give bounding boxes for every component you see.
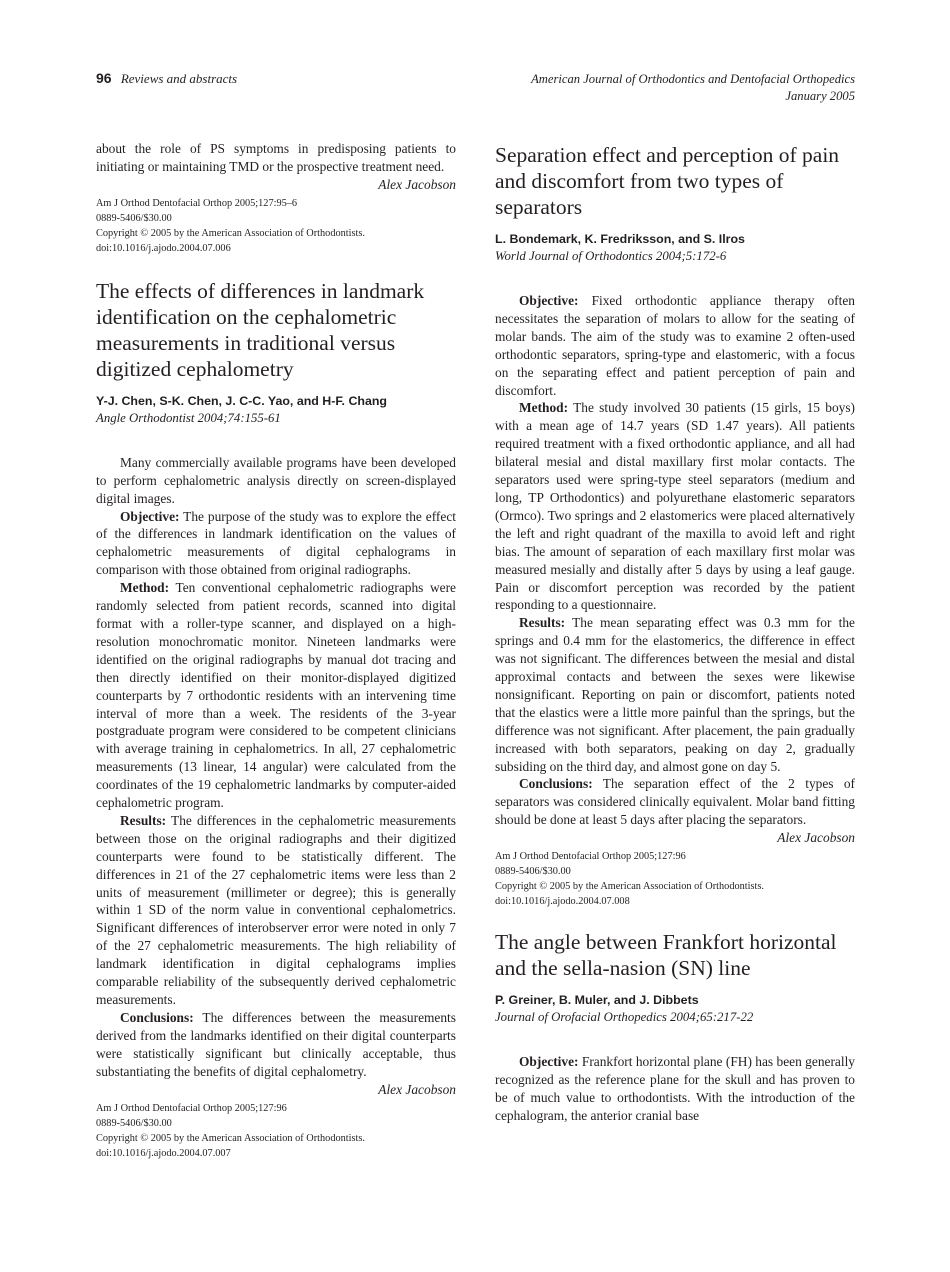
results-label: Results: [120,812,167,828]
copyright: Copyright © 2005 by the American Association of Orthodontists. [495,881,764,893]
objective-paragraph [96,508,456,580]
price: 0889-5406/$30.00 [495,866,571,878]
article-separators [495,142,855,909]
results-label: Results: [519,615,566,631]
conclusions-text: The differences between the measurements derived from the landmarks identified on their digital counterparts were statistically significant but clinically acceptable, thus substantiating the benefits of digital cephalometry. [96,1009,456,1079]
method-label: Method: [519,400,569,416]
method-paragraph [96,579,456,812]
method-text: The study involved 30 patients (15 girls, 15 boys) with a mean age of 14.7 years (SD 1.47 years). All patients required treatment with a fixed orthodontic appliance, and all had bilateral mesial and distal maxillary first molar contacts. The separators used were spring-type steel separators (medium and long, TP Orthodontics) and polyurethane elastomeric separators (Ormco). Two springs and 2 elastomerics were placed alternatively the left and right quadrant of the maxilla to avoid left and right bias. The amount of separation of each maxillary first molar was measured mesially and distally after 5 days by using a leaf gauge. Pain or discomfort perception was recorded by the patient responding to a questionnaire. [495,400,855,613]
objective-text: The purpose of the study was to explore the effect of the differences in landmark identification on the values of cephalometric measurements of digital cephalograms in comparison with those obtained from original radiographs. [96,508,457,578]
price: 0889-5406/$30.00 [96,1117,172,1129]
doi: doi:10.1016/j.ajodo.2004.07.008 [495,896,630,908]
citation: Am J Orthod Dentofacial Orthop 2005;127:96 [96,1102,287,1114]
price: 0889-5406/$30.00 [96,212,172,224]
article-meta [96,1101,456,1161]
continuation-signature: Alex Jacobson [378,176,456,192]
section-title: Reviews and abstracts [120,71,238,86]
right-column [495,142,855,1125]
citation: Am J Orthod Dentofacial Orthop 2005;127:95–6 [96,197,298,209]
doi: doi:10.1016/j.ajodo.2004.07.007 [96,1147,231,1159]
conclusions-label: Conclusions: [519,776,593,792]
results-paragraph [96,812,456,1009]
left-column [96,140,456,1161]
article-authors: Y-J. Chen, S-K. Chen, J. C-C. Yao, and H-F. Chang [96,393,387,408]
article-signature: Alex Jacobson [378,1081,456,1097]
method-text: Ten conventional cephalometric radiographs were randomly selected from patient records, scanned into digital format with a roller-type scanner, and displayed on a high-resolution monochromatic monitor. Nineteen landmarks were identified on the original radiographs by manual dot tracing and then directly identified on their monitor-displayed digitized counterparts by 7 orthodontic residents with an intervening time interval of more than a week. The residents of the 3-year postgraduate program were considered to be competent clinicians with average training in cephalometrics. In all, 27 cephalometric measurements (13 linear, 14 angular) were calculated from the coordinates of the 19 cephalometric landmarks by computer-aided cephalometric program. [96,580,456,811]
intro-paragraph: Many commercially available programs have been developed to perform cephalometric analysis directly on screen-displayed digital images. [96,454,456,506]
article-title: The effects of differences in landmark identification on the cephalometric measurements in traditional versus digitized cephalometry [96,278,425,381]
method-paragraph [495,399,855,614]
results-text: The differences in the cephalometric measurements between those on the original radiographs and their digitized counterparts were found to be statistically different. The differences in 21 of the 27 cephalometric items were less than 2 units of measurement (millimeter or degree); this is generally within 1 SD of the norm value in conventional cephalometrics. Significant differences of interobserver error were noted in only 7 of the 27 cephalometric measurements. The high reliability of landmark identification in digital cephalograms implies comparable reliability of the subsequently derived cephalometric measurements. [96,812,457,1007]
article-authors: P. Greiner, B. Muler, and J. Dibbets [495,993,699,1008]
objective-text: Fixed orthodontic appliance therapy often necessitates the separation of molars to allow for the seating of molar bands. The aim of the study was to examine 2 often-used orthodontic separators, spring-type and elastomeric, with a focus on the separating effect and patient perception of pain and discomfort. [495,293,855,398]
article-body [495,292,855,909]
objective-text: Frankfort horizontal plane (FH) has been generally recognized as the reference plane for the skull and has proven to be of much value to orthodontists. With the introduction of the cephalogram, the anterior cranial base [495,1054,855,1123]
article-title: The angle between Frankfort horizontal and the sella-nasion (SN) line [495,930,837,981]
continuation-text: about the role of PS symptoms in predisposing patients to initiating or maintaining TMD or the prospective treatment need. [96,141,456,174]
page-number: 96 [96,70,112,86]
objective-label: Objective: [519,1054,579,1070]
conclusions-paragraph [96,1009,456,1081]
article-body [495,1053,855,1125]
article-source: Journal of Orofacial Orthopedics 2004;65:217-22 [495,1010,754,1025]
results-paragraph [495,614,855,775]
article-authors: L. Bondemark, K. Fredriksson, and S. Ilros [495,232,745,246]
issue-date: January 2005 [785,89,855,103]
copyright: Copyright © 2005 by the American Association of Orthodontists. [96,1132,365,1144]
journal-name: American Journal of Orthodontics and Dentofacial Orthopedics [531,72,855,86]
method-label: Method: [120,580,170,596]
article-meta [495,849,855,909]
copyright: Copyright © 2005 by the American Association of Orthodontists. [96,227,365,239]
article-source: World Journal of Orthodontics 2004;5:172-6 [495,249,727,263]
objective-label: Objective: [519,293,579,308]
citation: Am J Orthod Dentofacial Orthop 2005;127:96 [495,851,686,863]
article-body [96,454,456,1161]
conclusions-paragraph [495,775,855,829]
article-signature: Alex Jacobson [777,830,855,846]
running-header-left [96,70,237,87]
article-cephalometry [96,278,456,1161]
objective-paragraph [495,1053,855,1125]
article-title: Separation effect and perception of pain and discomfort from two types of separators [495,143,840,219]
article-source: Angle Orthodontist 2004;74:155-61 [96,410,281,425]
conclusions-label: Conclusions: [120,1009,194,1025]
article-frankfort [495,929,855,1125]
conclusions-text: The separation effect of the 2 types of separators was considered clinically equivalent. Molar band fitting should be done at least 5 days after placing the separators. [495,776,855,828]
running-header-right [531,71,855,105]
results-text: The mean separating effect was 0.3 mm for the springs and 0.4 mm for the elastomerics, the difference in effect was not significant. The differences between the mesial and distal approximal contacts and between the sexes were likewise nonsignificant. Reporting on pain or discomfort, patients noted that the elastics were a little more painful than the springs, but the difference was not significant. After placement, the pain gradually increased with both separators, peaking on day 2, gradually subsiding on the third day, and almost gone on day 5. [495,615,856,774]
objective-paragraph [495,292,855,399]
continuation-meta [96,196,456,256]
doi: doi:10.1016/j.ajodo.2004.07.006 [96,242,231,254]
objective-label: Objective: [120,508,180,524]
